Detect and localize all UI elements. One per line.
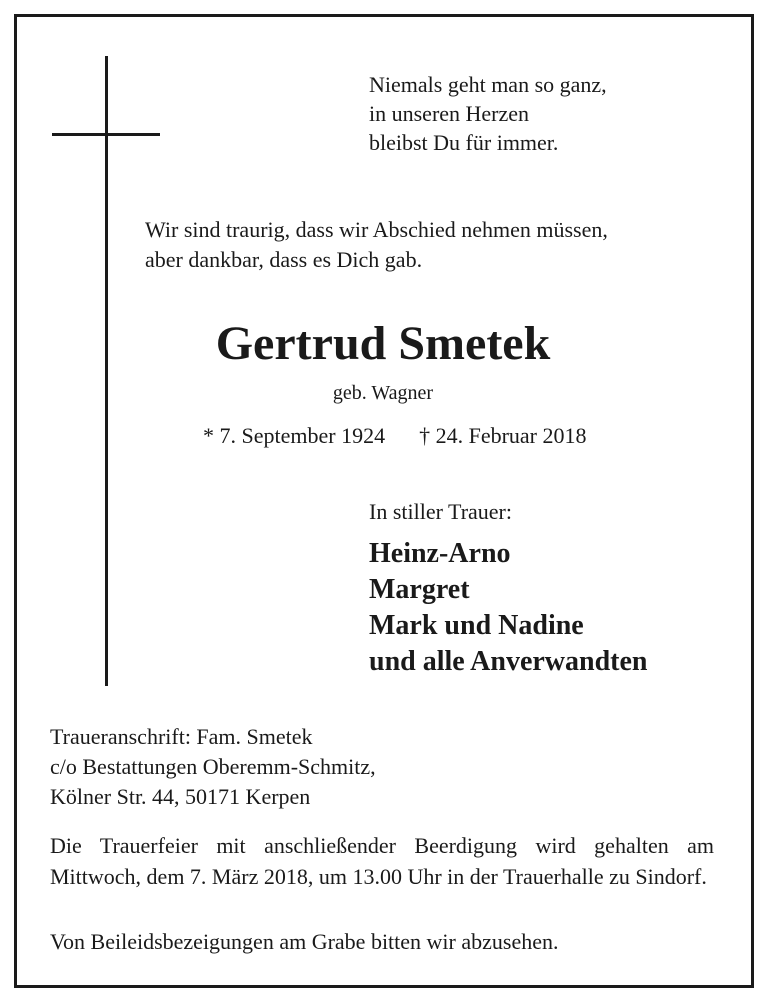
mourners-list (369, 536, 648, 680)
death-date: † 24. Februar 2018 (419, 423, 587, 448)
mourner-name: Heinz-Arno (369, 538, 511, 569)
life-dates (203, 422, 587, 450)
poem-line: Niemals geht man so ganz, (369, 72, 607, 97)
intro-text (145, 215, 608, 275)
mourner-name: Mark und Nadine (369, 610, 584, 641)
intro-line: Wir sind traurig, dass wir Abschied nehmen müssen, (145, 217, 608, 242)
address-line: Kölner Str. 44, 50171 Kerpen (50, 784, 311, 809)
mourning-address (50, 722, 376, 812)
poem-verse (369, 70, 607, 157)
deceased-name: Gertrud Smetek (215, 317, 551, 370)
poem-line: bleibst Du für immer. (369, 130, 559, 155)
ceremony-notice: Die Trauerfeier mit anschließender Beerdigung wird gehalten am Mittwoch, dem 7. März 2018, um 13.00 Uhr in der Trauerhalle zu Sindorf. (50, 833, 714, 889)
address-line: c/o Bestattungen Oberemm-Schmitz, (50, 754, 376, 779)
mourner-name: und alle Anverwandten (369, 646, 648, 677)
mourners-label: In stiller Trauer: (369, 499, 512, 524)
cross-horizontal-bar (52, 133, 160, 136)
closing-note: Von Beileidsbezeigungen am Grabe bitten wir abzusehen. (50, 929, 559, 954)
mourner-name: Margret (369, 574, 470, 605)
birth-date: * 7. September 1924 (203, 423, 386, 448)
address-line: Traueranschrift: Fam. Smetek (50, 724, 313, 749)
poem-line: in unseren Herzen (369, 101, 530, 126)
intro-line: aber dankbar, dass es Dich gab. (145, 247, 423, 272)
maiden-name: geb. Wagner (332, 382, 434, 404)
